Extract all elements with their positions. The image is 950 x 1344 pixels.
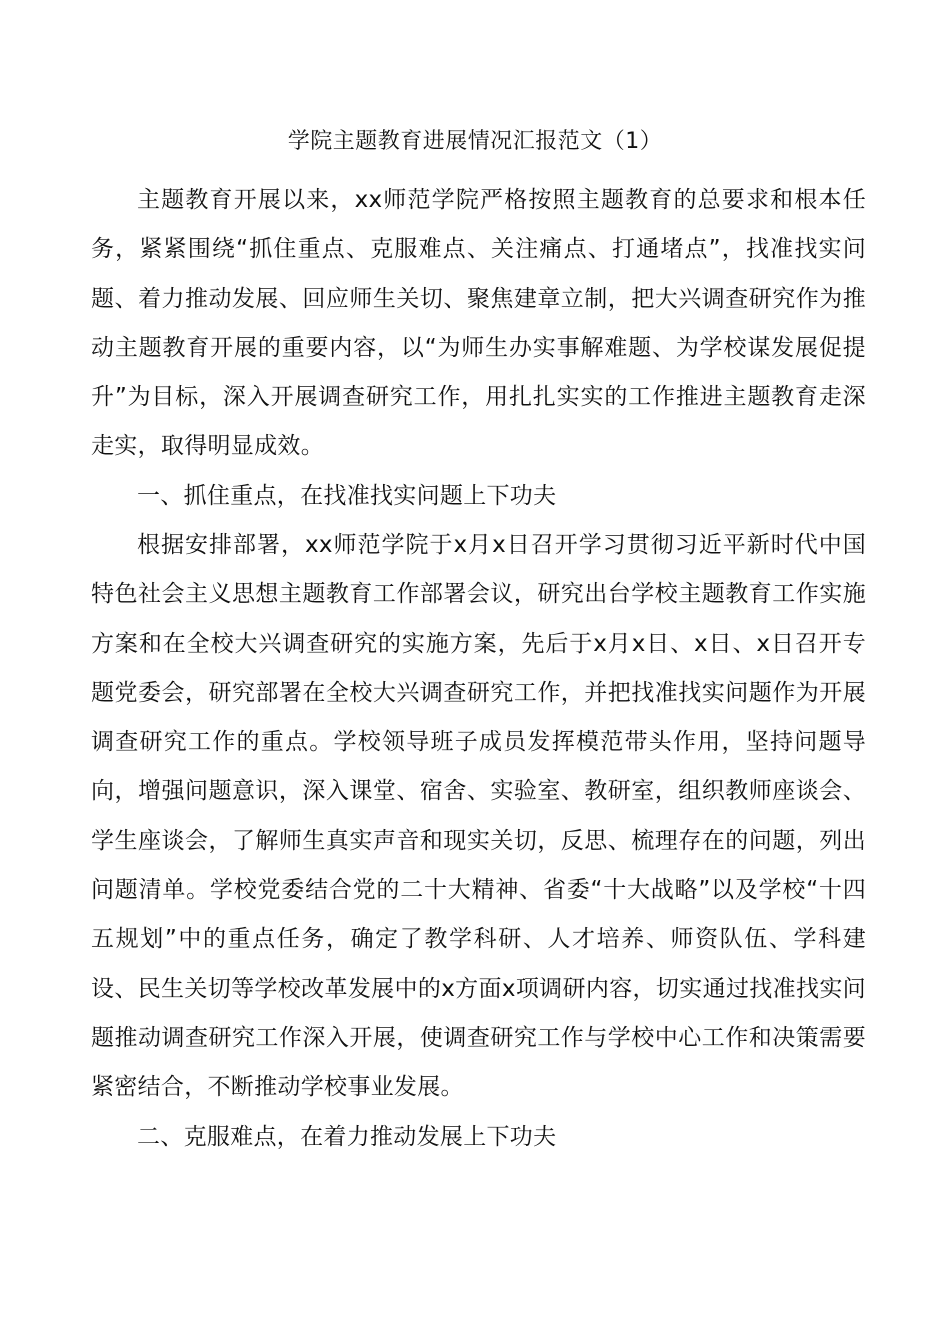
section-2-heading: 二、克服难点，在着力推动发展上下功夫 bbox=[137, 1124, 557, 1150]
section-1-paragraph: 根据安排部署，xx师范学院于x月x日召开学习贯彻习近平新时代中国特色社会主义思想主题教育工作部署会议，研究出台学校主题教育工作实施方案和在全校大兴调查研究的实施方案，先后于x月x日、x日、x日召开专题党委会，研究部署在全校大兴调查研究工作，并把找准找实问题作为开展调查研究工作的重点。学校领导班子成员发挥模范带头作用，坚持问题导向，增强问题意识，深入课堂、宿舍、实验室、教研室，组织教师座谈会、学生座谈会，了解师生真实声音和现实关切，反思、梳理存在的问题，列出问题清单。学校党委结合党的二十大精神、省委“十大战略”以及学校“十四五规划”中的重点任务，确定了教学科研、人才培养、师资队伍、学科建设、民生关切等学校改革发展中的x方面x项调研内容，切实通过找准找实问题推动调查研究工作深入开展，使调查研究工作与学校中心工作和决策需要紧密结合，不断推动学校事业发展。 bbox=[91, 532, 866, 1101]
section-1-heading: 一、抓住重点，在找准找实问题上下功夫 bbox=[137, 483, 557, 509]
intro-paragraph: 主题教育开展以来，xx师范学院严格按照主题教育的总要求和根本任务，紧紧围绕“抓住重点、克服难点、关注痛点、打通堵点”，找准找实问题、着力推动发展、回应师生关切、聚焦建章立制，把大兴调查研究作为推动主题教育开展的重要内容，以“为师生办实事解难题、为学校谋发展促提升”为目标，深入开展调查研究工作，用扎扎实实的工作推进主题教育走深走实，取得明显成效。 bbox=[91, 187, 866, 460]
document-title: 学院主题教育进展情况汇报范文（1） bbox=[287, 129, 663, 154]
